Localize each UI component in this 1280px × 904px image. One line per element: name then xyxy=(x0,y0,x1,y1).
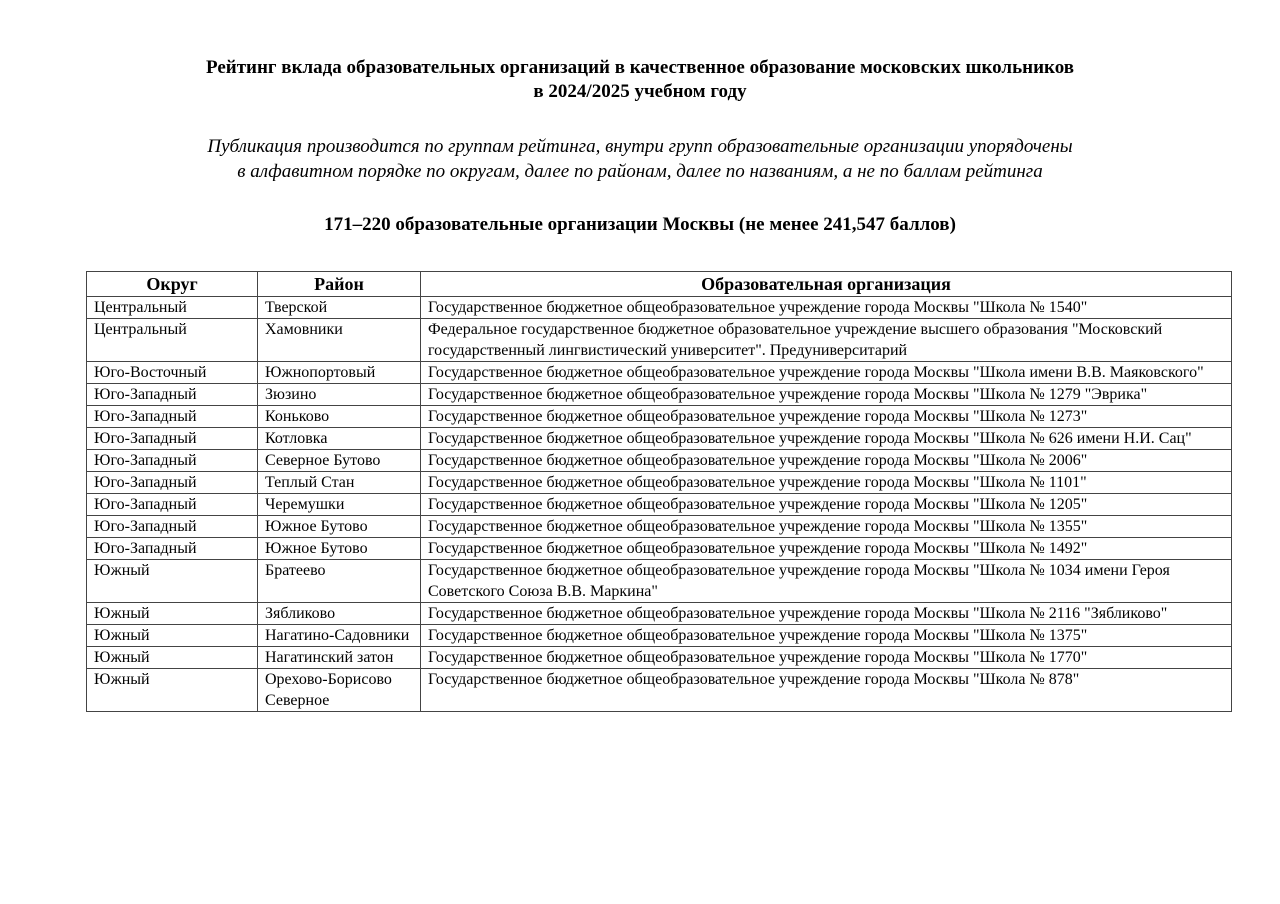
cell-organization: Государственное бюджетное общеобразовательное учреждение города Москвы "Школа № 1205" xyxy=(421,494,1232,516)
table-row xyxy=(87,603,1232,625)
cell-rayon: Орехово-Борисово Северное xyxy=(258,669,421,712)
cell-organization: Государственное бюджетное общеобразовательное учреждение города Москвы "Школа № 626 имени Н.И. Сац" xyxy=(421,428,1232,450)
cell-okrug: Юго-Западный xyxy=(87,472,258,494)
cell-organization: Государственное бюджетное общеобразовательное учреждение города Москвы "Школа № 1770" xyxy=(421,647,1232,669)
cell-okrug: Центральный xyxy=(87,297,258,319)
cell-rayon: Зябликово xyxy=(258,603,421,625)
cell-rayon: Северное Бутово xyxy=(258,450,421,472)
cell-okrug: Южный xyxy=(87,647,258,669)
cell-okrug: Юго-Западный xyxy=(87,538,258,560)
cell-rayon: Коньково xyxy=(258,406,421,428)
note-line-2: в алфавитном порядке по округам, далее по районам, далее по названиям, а не по баллам рейтинга xyxy=(237,161,1043,182)
cell-organization: Государственное бюджетное общеобразовательное учреждение города Москвы "Школа № 1273" xyxy=(421,406,1232,428)
cell-organization: Государственное бюджетное общеобразовательное учреждение города Москвы "Школа имени В.В. Маяковского" xyxy=(421,362,1232,384)
cell-okrug: Южный xyxy=(87,669,258,712)
table-row xyxy=(87,647,1232,669)
cell-okrug: Центральный xyxy=(87,319,258,362)
cell-okrug: Южный xyxy=(87,603,258,625)
cell-rayon: Южнопортовый xyxy=(258,362,421,384)
cell-organization: Государственное бюджетное общеобразовательное учреждение города Москвы "Школа № 2116 "Зябликово" xyxy=(421,603,1232,625)
cell-rayon: Зюзино xyxy=(258,384,421,406)
table-row xyxy=(87,494,1232,516)
cell-okrug: Юго-Западный xyxy=(87,406,258,428)
column-header-organization: Образовательная организация xyxy=(421,272,1232,297)
note-line-1: Публикация производится по группам рейтинга, внутри групп образовательные организации упорядочены xyxy=(207,136,1073,157)
cell-rayon: Южное Бутово xyxy=(258,516,421,538)
cell-rayon: Южное Бутово xyxy=(258,538,421,560)
cell-okrug: Южный xyxy=(87,560,258,603)
cell-rayon: Черемушки xyxy=(258,494,421,516)
cell-okrug: Юго-Западный xyxy=(87,450,258,472)
cell-organization: Государственное бюджетное общеобразовательное учреждение города Москвы "Школа № 1375" xyxy=(421,625,1232,647)
table-header-row xyxy=(87,272,1232,297)
cell-organization: Федеральное государственное бюджетное образовательное учреждение высшего образования "Московский государственный лингвистический университет". Предуниверситарий xyxy=(421,319,1232,362)
table-row xyxy=(87,428,1232,450)
cell-rayon: Тверской xyxy=(258,297,421,319)
cell-rayon: Теплый Стан xyxy=(258,472,421,494)
table-row xyxy=(87,406,1232,428)
cell-rayon: Братеево xyxy=(258,560,421,603)
table-row xyxy=(87,472,1232,494)
cell-okrug: Юго-Западный xyxy=(87,516,258,538)
cell-organization: Государственное бюджетное общеобразовательное учреждение города Москвы "Школа № 1034 имени Героя Советского Союза В.В. Маркина" xyxy=(421,560,1232,603)
title-line-1: Рейтинг вклада образовательных организаций в качественное образование московских школьников xyxy=(205,57,1075,78)
table-row xyxy=(87,362,1232,384)
cell-organization: Государственное бюджетное общеобразовательное учреждение города Москвы "Школа № 878" xyxy=(421,669,1232,712)
ratings-table xyxy=(86,271,1232,712)
table-row xyxy=(87,516,1232,538)
column-header-rayon: Район xyxy=(258,272,421,297)
cell-organization: Государственное бюджетное общеобразовательное учреждение города Москвы "Школа № 2006" xyxy=(421,450,1232,472)
group-heading: 171–220 образовательные организации Москвы (не менее 241,547 баллов) xyxy=(324,214,956,235)
cell-rayon: Нагатино-Садовники xyxy=(258,625,421,647)
cell-okrug: Юго-Западный xyxy=(87,384,258,406)
column-header-okrug: Округ xyxy=(87,272,258,297)
cell-organization: Государственное бюджетное общеобразовательное учреждение города Москвы "Школа № 1355" xyxy=(421,516,1232,538)
table-row xyxy=(87,297,1232,319)
table-row xyxy=(87,319,1232,362)
table-row xyxy=(87,450,1232,472)
table-row xyxy=(87,625,1232,647)
cell-organization: Государственное бюджетное общеобразовательное учреждение города Москвы "Школа № 1101" xyxy=(421,472,1232,494)
table-body xyxy=(87,297,1232,712)
cell-okrug: Юго-Западный xyxy=(87,428,258,450)
document-title xyxy=(0,56,1280,104)
cell-okrug: Юго-Восточный xyxy=(87,362,258,384)
publication-note xyxy=(0,134,1280,184)
table-row xyxy=(87,384,1232,406)
cell-okrug: Южный xyxy=(87,625,258,647)
cell-okrug: Юго-Западный xyxy=(87,494,258,516)
cell-rayon: Нагатинский затон xyxy=(258,647,421,669)
cell-organization: Государственное бюджетное общеобразовательное учреждение города Москвы "Школа № 1492" xyxy=(421,538,1232,560)
cell-organization: Государственное бюджетное общеобразовательное учреждение города Москвы "Школа № 1540" xyxy=(421,297,1232,319)
table-row xyxy=(87,538,1232,560)
table-row xyxy=(87,669,1232,712)
cell-organization: Государственное бюджетное общеобразовательное учреждение города Москвы "Школа № 1279 "Эврика" xyxy=(421,384,1232,406)
title-line-2: в 2024/2025 учебном году xyxy=(533,81,747,102)
cell-rayon: Хамовники xyxy=(258,319,421,362)
cell-rayon: Котловка xyxy=(258,428,421,450)
table-row xyxy=(87,560,1232,603)
